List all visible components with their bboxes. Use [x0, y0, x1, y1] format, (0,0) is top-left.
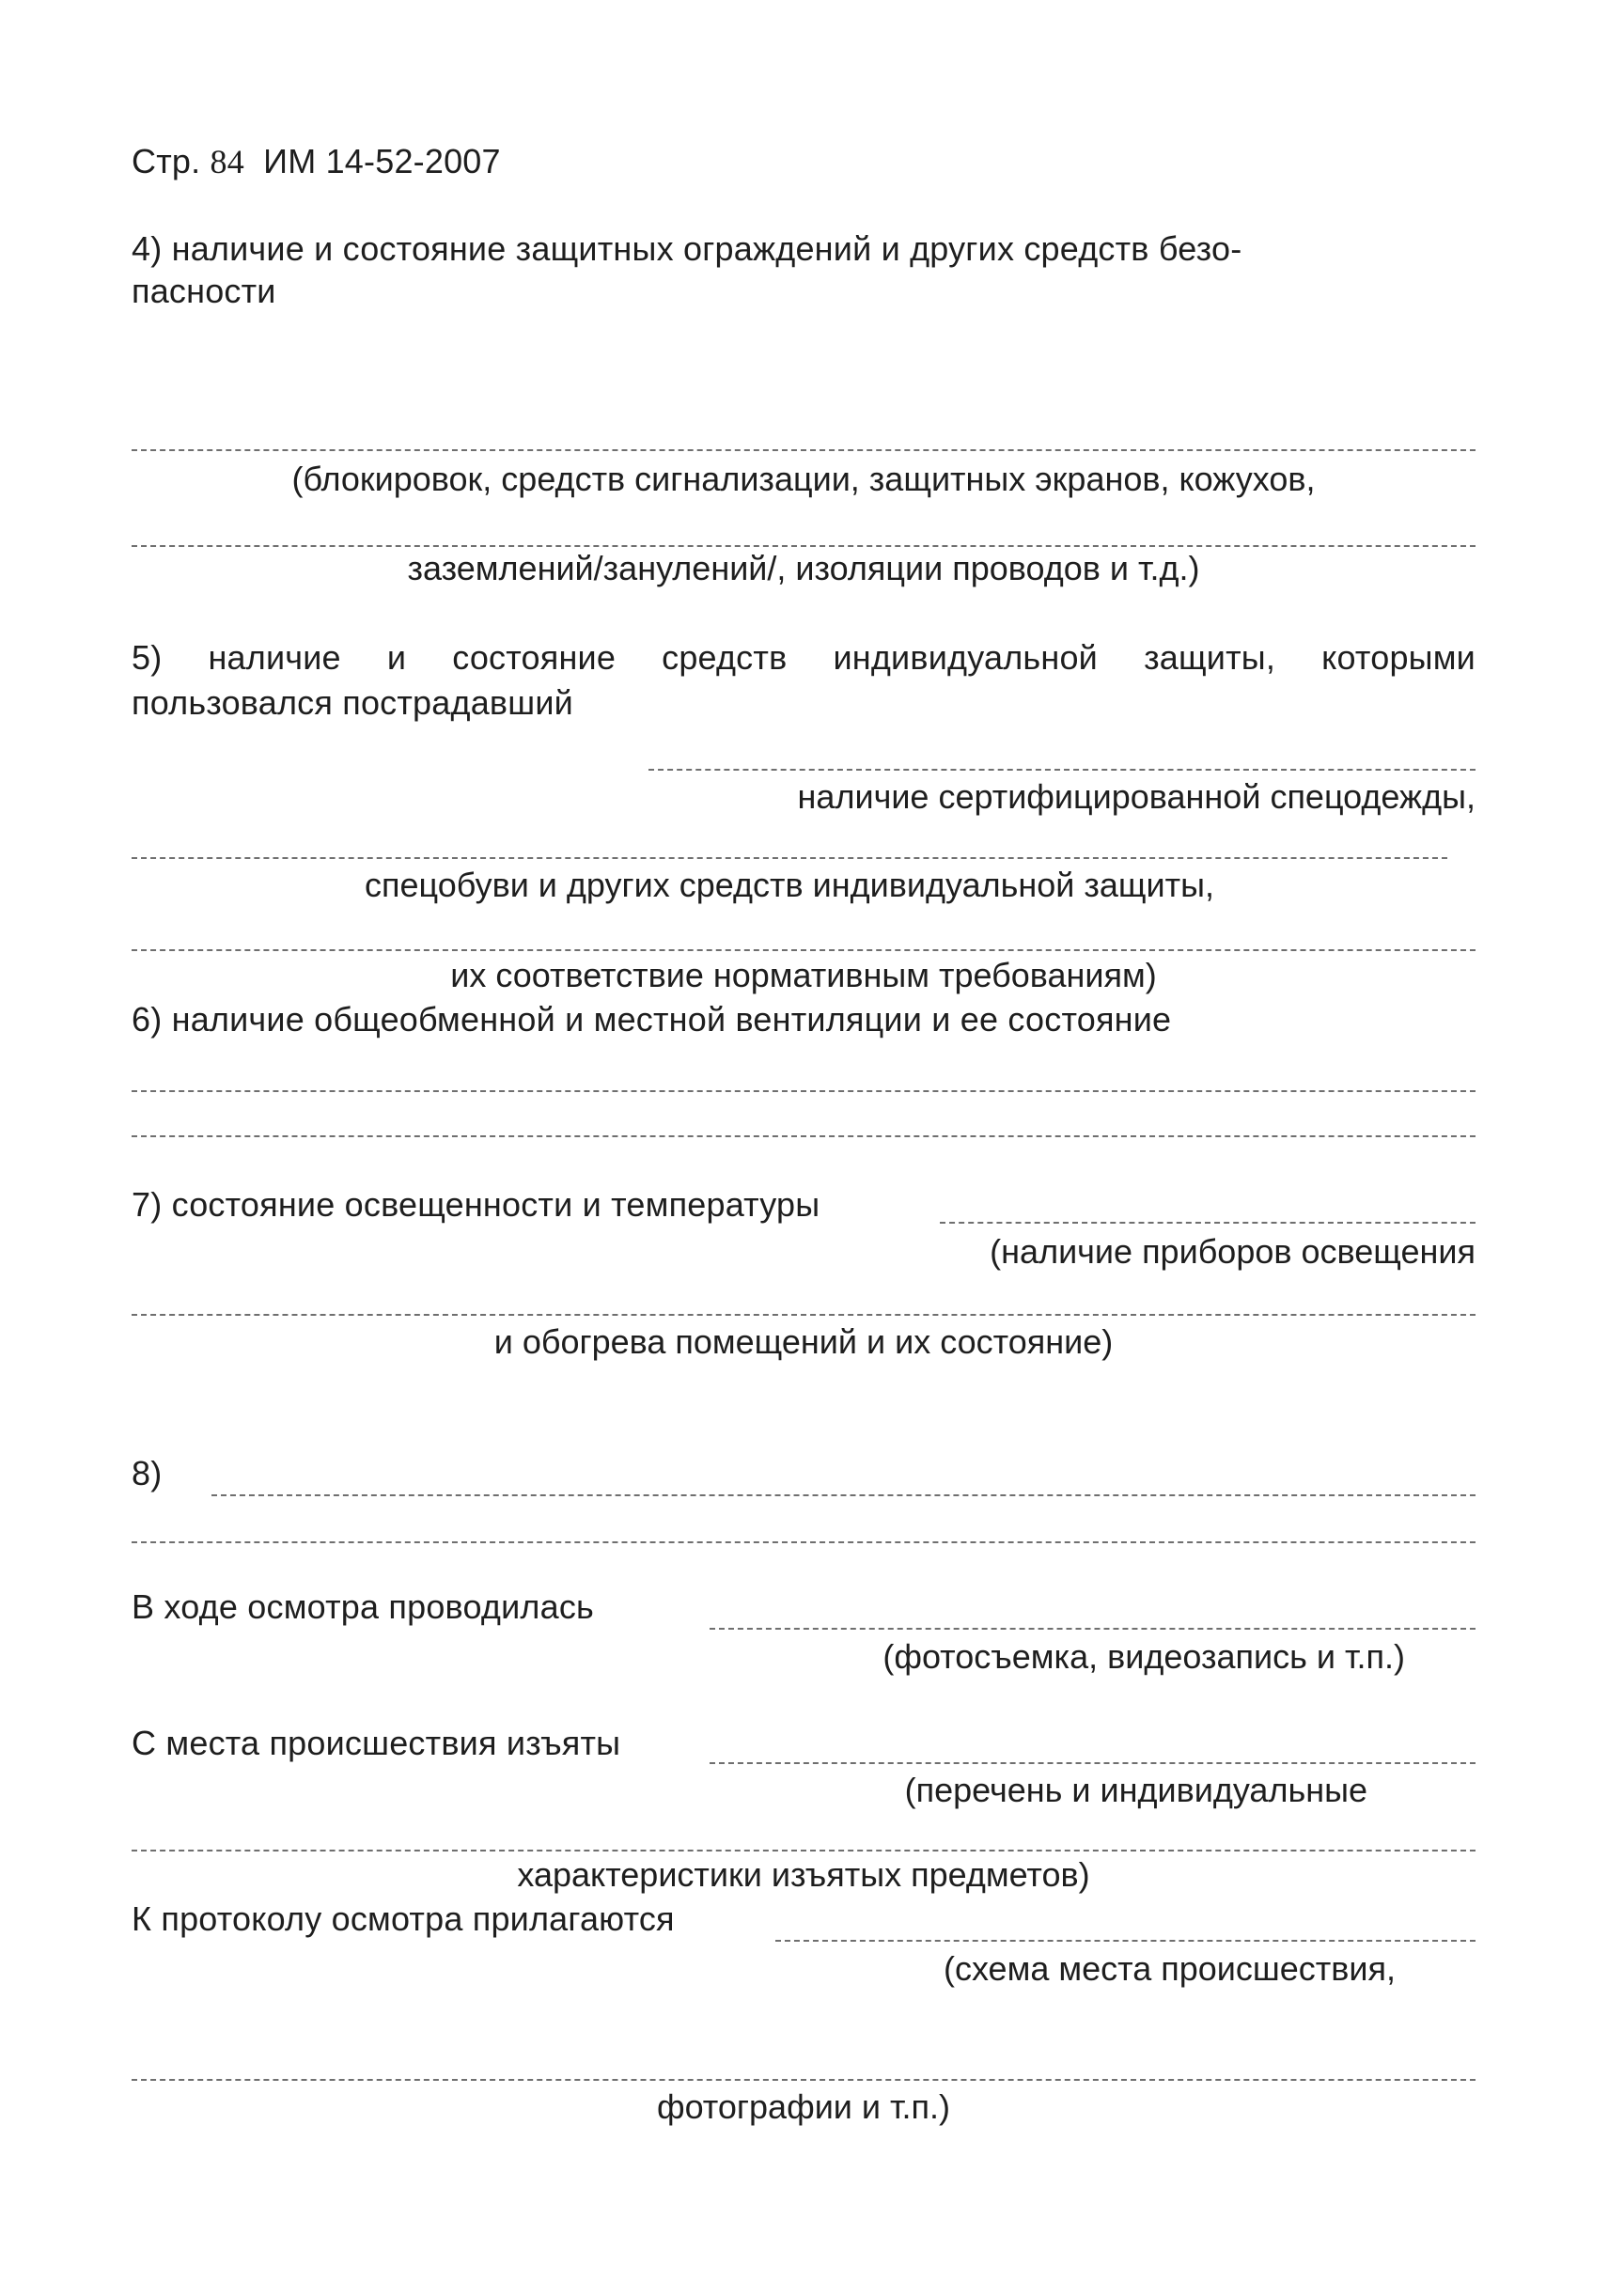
item4-fill-line-2[interactable] [132, 545, 1476, 547]
seized-hint2: характеристики изъятых предметов) [517, 1855, 1090, 1894]
item8-fill-line-1[interactable] [211, 1494, 1476, 1496]
item4-hint2: заземлений/занулений/, изоляции проводов и т.д.) [407, 549, 1200, 587]
header-doc-code: ИМ 14-52-2007 [263, 142, 501, 180]
item4-hint1: (блокировок, средств сигнализации, защитных экранов, кожухов, [291, 460, 1316, 498]
item5-line1: 5) наличие и состояние средств индивидуальной защиты, которыми [132, 638, 1476, 677]
item4-line2: пасности [132, 272, 276, 310]
attachments-fill-line-1[interactable] [775, 1940, 1476, 1942]
header-page-number: 84 [210, 143, 244, 180]
item6-fill-line-1[interactable] [132, 1090, 1476, 1092]
item5-hint3: их соответствие нормативным требованиям) [450, 956, 1157, 994]
item8-label: 8) [132, 1454, 163, 1492]
item4-line1: 4) наличие и состояние защитных ограждений и других средств безо- [132, 229, 1242, 268]
item7-line1: 7) состояние освещенности и температуры [132, 1185, 820, 1224]
seized-hint1: (перечень и индивидуальные [904, 1771, 1367, 1809]
seized-fill-line-2[interactable] [132, 1850, 1476, 1851]
item6-line1: 6) наличие общеобменной и местной вентиляции и ее состояние [132, 1000, 1172, 1039]
item5-fill-line-3[interactable] [132, 949, 1476, 951]
item7-hint1: (наличие приборов освещения [990, 1232, 1476, 1271]
item6-fill-line-2[interactable] [132, 1135, 1476, 1137]
inspection-hint: (фотосъемка, видеозапись и т.п.) [882, 1637, 1405, 1676]
item7-fill-line-2[interactable] [132, 1314, 1476, 1316]
item7-fill-line-1[interactable] [940, 1222, 1476, 1224]
inspection-label: В ходе осмотра проводилась [132, 1587, 594, 1626]
attachments-hint2: фотографии и т.п.) [656, 2087, 951, 2126]
seized-label: С места происшествия изъяты [132, 1724, 621, 1762]
attachments-label: К протоколу осмотра прилагаются [132, 1899, 675, 1938]
item5-fill-line-1[interactable] [648, 769, 1476, 771]
item5-hint2: спецобуви и других средств индивидуальной защиты, [364, 866, 1215, 904]
item5-line2: пользовался пострадавший [132, 683, 573, 722]
item7-hint2: и обогрева помещений и их состояние) [493, 1322, 1114, 1361]
attachments-fill-line-2[interactable] [132, 2079, 1476, 2081]
page-header [132, 143, 501, 180]
item5-fill-line-2[interactable] [132, 857, 1447, 859]
item8-fill-line-2[interactable] [132, 1541, 1476, 1543]
seized-fill-line-1[interactable] [710, 1762, 1476, 1764]
attachments-hint1: (схема места происшествия, [943, 1949, 1396, 1988]
item4-fill-line-1[interactable] [132, 449, 1476, 451]
inspection-fill-line[interactable] [710, 1628, 1476, 1630]
item5-hint1: наличие сертифицированной спецодежды, [797, 777, 1476, 816]
header-prefix: Стр. [132, 142, 201, 180]
